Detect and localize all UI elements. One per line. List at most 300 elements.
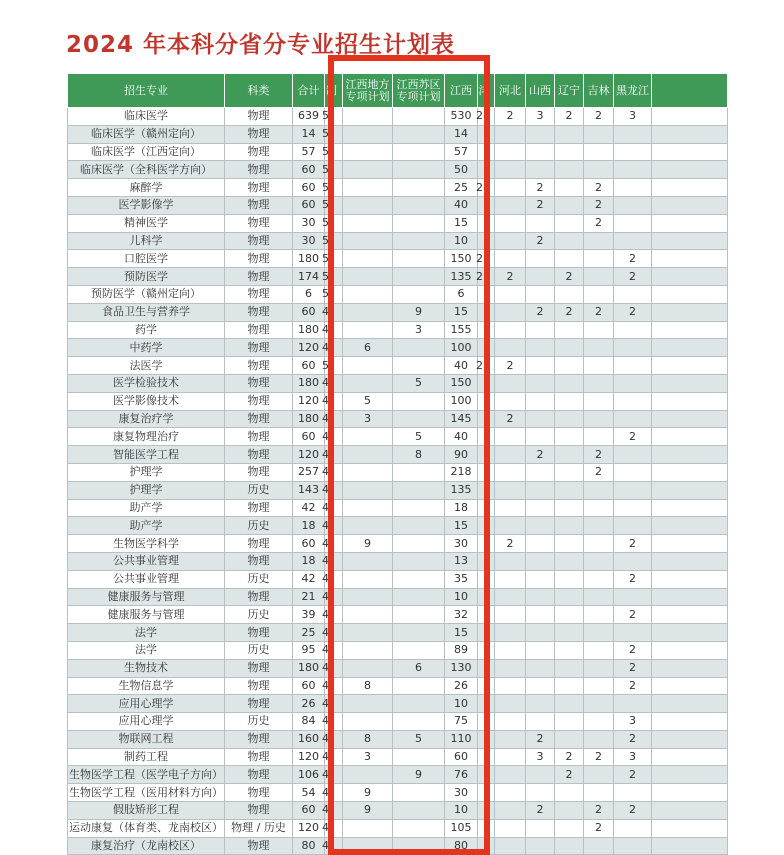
table-cell: [652, 481, 728, 499]
column-header: 招生专业: [68, 74, 225, 108]
table-row: [68, 606, 728, 624]
table-cell: [555, 802, 584, 820]
table-cell: 60: [293, 802, 325, 820]
table-cell: 42: [293, 499, 325, 517]
table-cell: [343, 446, 393, 464]
table-cell: [343, 819, 393, 837]
table-cell: 6: [445, 285, 478, 303]
table-cell: 9: [393, 303, 445, 321]
table-cell: 4: [325, 730, 343, 748]
table-cell: [495, 570, 526, 588]
table-row: [68, 570, 728, 588]
table-cell: 4: [325, 303, 343, 321]
table-cell: 2: [584, 446, 614, 464]
table-cell: 2: [584, 802, 614, 820]
table-cell: [343, 588, 393, 606]
table-cell: 历史: [225, 570, 293, 588]
table-cell: [495, 499, 526, 517]
table-cell: [652, 357, 728, 375]
table-row: [68, 463, 728, 481]
table-cell: 9: [343, 535, 393, 553]
table-cell: [614, 214, 652, 232]
column-header: 科类: [225, 74, 293, 108]
table-cell: 4: [325, 677, 343, 695]
table-cell: [478, 784, 495, 802]
table-cell: 预防医学（赣州定向）: [68, 285, 225, 303]
table-cell: [652, 392, 728, 410]
table-cell: 2: [495, 268, 526, 286]
table-cell: [393, 161, 445, 179]
table-cell: [478, 766, 495, 784]
table-cell: [478, 730, 495, 748]
table-cell: 2: [495, 108, 526, 126]
table-cell: 5: [393, 374, 445, 392]
table-cell: [652, 410, 728, 428]
table-cell: [343, 303, 393, 321]
table-cell: [393, 624, 445, 642]
table-cell: [495, 321, 526, 339]
table-cell: [652, 802, 728, 820]
table-cell: 4: [325, 410, 343, 428]
table-cell: [478, 339, 495, 357]
table-cell: 2: [614, 250, 652, 268]
table-cell: [393, 606, 445, 624]
table-row: [68, 677, 728, 695]
table-cell: [555, 552, 584, 570]
table-cell: [526, 463, 555, 481]
table-cell: 物理: [225, 748, 293, 766]
table-cell: [652, 268, 728, 286]
table-cell: [555, 641, 584, 659]
table-cell: [343, 268, 393, 286]
table-cell: 物理: [225, 161, 293, 179]
table-cell: 180: [293, 250, 325, 268]
table-cell: [478, 641, 495, 659]
table-cell: [555, 517, 584, 535]
table-cell: [478, 446, 495, 464]
table-cell: 物理: [225, 143, 293, 161]
table-cell: 2: [584, 214, 614, 232]
table-cell: 5: [325, 250, 343, 268]
table-cell: [614, 392, 652, 410]
table-cell: 4: [325, 552, 343, 570]
table-cell: [584, 357, 614, 375]
table-cell: [555, 232, 584, 250]
table-cell: 2: [495, 410, 526, 428]
table-cell: 135: [445, 481, 478, 499]
table-cell: [584, 392, 614, 410]
table-cell: [495, 143, 526, 161]
table-cell: 康复治疗学: [68, 410, 225, 428]
table-cell: [584, 552, 614, 570]
table-cell: [614, 161, 652, 179]
table-cell: [555, 374, 584, 392]
table-cell: 110: [445, 730, 478, 748]
table-cell: [393, 268, 445, 286]
enrollment-plan-table: [67, 73, 728, 855]
table-cell: 2: [478, 179, 495, 197]
table-cell: [526, 428, 555, 446]
table-cell: 25: [293, 624, 325, 642]
table-cell: 5: [325, 357, 343, 375]
table-cell: [495, 713, 526, 731]
table-cell: 6: [293, 285, 325, 303]
table-cell: 3: [526, 748, 555, 766]
table-cell: 180: [293, 374, 325, 392]
table-cell: [495, 250, 526, 268]
table-cell: [478, 819, 495, 837]
table-row: [68, 161, 728, 179]
table-cell: [393, 179, 445, 197]
table-cell: 3: [614, 748, 652, 766]
table-cell: 9: [343, 802, 393, 820]
table-cell: 2: [614, 606, 652, 624]
table-cell: [478, 303, 495, 321]
table-cell: 5: [393, 428, 445, 446]
table-cell: [478, 624, 495, 642]
header-row: [68, 74, 728, 108]
table-cell: [584, 285, 614, 303]
table-row: [68, 784, 728, 802]
table-cell: [526, 339, 555, 357]
enrollment-table-container: [67, 73, 727, 853]
table-row: [68, 819, 728, 837]
table-cell: [495, 695, 526, 713]
table-cell: [495, 677, 526, 695]
table-cell: 4: [325, 819, 343, 837]
table-row: [68, 481, 728, 499]
table-cell: [478, 837, 495, 855]
table-cell: 物理: [225, 784, 293, 802]
table-cell: [584, 161, 614, 179]
table-cell: [555, 410, 584, 428]
table-cell: [495, 339, 526, 357]
table-cell: [614, 125, 652, 143]
table-cell: [343, 250, 393, 268]
table-cell: 32: [445, 606, 478, 624]
column-header: 江西: [445, 74, 478, 108]
table-cell: 2: [526, 179, 555, 197]
table-cell: [652, 143, 728, 161]
column-header: 制: [325, 74, 343, 108]
table-cell: [526, 695, 555, 713]
table-row: [68, 374, 728, 392]
table-row: [68, 535, 728, 553]
table-cell: 儿科学: [68, 232, 225, 250]
table-cell: 60: [293, 161, 325, 179]
table-cell: 物理: [225, 659, 293, 677]
table-cell: 法医学: [68, 357, 225, 375]
table-cell: 物理: [225, 303, 293, 321]
table-cell: 物理: [225, 410, 293, 428]
table-cell: 5: [343, 392, 393, 410]
column-header: 辽宁: [555, 74, 584, 108]
table-cell: 2: [614, 766, 652, 784]
table-cell: 药学: [68, 321, 225, 339]
table-cell: 5: [325, 214, 343, 232]
table-cell: [478, 552, 495, 570]
table-cell: [584, 410, 614, 428]
table-cell: [343, 606, 393, 624]
table-cell: [343, 143, 393, 161]
table-cell: 物理: [225, 499, 293, 517]
table-cell: [478, 321, 495, 339]
table-cell: [614, 499, 652, 517]
table-cell: [526, 481, 555, 499]
table-cell: 2: [478, 268, 495, 286]
table-cell: 物理: [225, 268, 293, 286]
table-cell: [495, 179, 526, 197]
table-cell: [495, 214, 526, 232]
table-cell: [652, 108, 728, 126]
table-cell: [555, 659, 584, 677]
table-cell: 4: [325, 499, 343, 517]
table-cell: 精神医学: [68, 214, 225, 232]
table-cell: [526, 641, 555, 659]
table-cell: [343, 285, 393, 303]
table-cell: 106: [293, 766, 325, 784]
table-row: [68, 499, 728, 517]
table-cell: [343, 232, 393, 250]
table-cell: [652, 819, 728, 837]
table-cell: 3: [343, 748, 393, 766]
table-cell: 180: [293, 321, 325, 339]
table-cell: 160: [293, 730, 325, 748]
table-cell: 40: [445, 196, 478, 214]
table-cell: [652, 837, 728, 855]
table-cell: [495, 517, 526, 535]
table-cell: [555, 819, 584, 837]
table-row: [68, 802, 728, 820]
table-cell: 物理: [225, 179, 293, 197]
table-cell: [555, 677, 584, 695]
table-cell: [526, 250, 555, 268]
table-cell: 84: [293, 713, 325, 731]
table-cell: [652, 499, 728, 517]
column-header: 合计: [293, 74, 325, 108]
table-cell: [652, 713, 728, 731]
table-row: [68, 748, 728, 766]
table-cell: 95: [293, 641, 325, 659]
table-cell: [478, 499, 495, 517]
table-cell: 2: [584, 819, 614, 837]
table-cell: 120: [293, 748, 325, 766]
table-cell: [652, 374, 728, 392]
table-cell: [555, 179, 584, 197]
column-header: 山西: [526, 74, 555, 108]
table-cell: [584, 837, 614, 855]
table-cell: 42: [293, 570, 325, 588]
table-cell: 15: [445, 303, 478, 321]
table-cell: 8: [343, 730, 393, 748]
table-cell: 4: [325, 784, 343, 802]
table-cell: [555, 125, 584, 143]
table-cell: 15: [445, 214, 478, 232]
table-cell: [495, 784, 526, 802]
table-cell: 4: [325, 695, 343, 713]
table-cell: [652, 695, 728, 713]
table-cell: [652, 570, 728, 588]
table-cell: [526, 410, 555, 428]
table-cell: [393, 214, 445, 232]
table-cell: 4: [325, 446, 343, 464]
table-cell: [393, 784, 445, 802]
table-cell: [495, 446, 526, 464]
table-cell: [652, 517, 728, 535]
table-cell: [495, 196, 526, 214]
column-header: 江西地方 专项计划: [343, 74, 393, 108]
table-cell: [652, 321, 728, 339]
table-cell: 2: [614, 535, 652, 553]
table-cell: 物理: [225, 802, 293, 820]
table-cell: [526, 713, 555, 731]
table-cell: 60: [445, 748, 478, 766]
table-cell: 14: [445, 125, 478, 143]
table-cell: [555, 392, 584, 410]
table-cell: [584, 588, 614, 606]
table-cell: 2: [614, 730, 652, 748]
table-cell: [478, 517, 495, 535]
table-cell: [652, 677, 728, 695]
table-cell: [652, 428, 728, 446]
table-row: [68, 250, 728, 268]
table-cell: 25: [445, 179, 478, 197]
table-cell: 180: [293, 659, 325, 677]
table-cell: 康复物理治疗: [68, 428, 225, 446]
table-cell: 30: [293, 232, 325, 250]
table-cell: [343, 125, 393, 143]
table-cell: 2: [614, 570, 652, 588]
table-cell: [652, 641, 728, 659]
table-cell: 历史: [225, 481, 293, 499]
table-cell: 80: [293, 837, 325, 855]
table-cell: 120: [293, 446, 325, 464]
table-cell: 健康服务与管理: [68, 588, 225, 606]
table-cell: 30: [445, 784, 478, 802]
table-cell: [584, 481, 614, 499]
table-body: [68, 108, 728, 855]
table-cell: [478, 588, 495, 606]
table-cell: 4: [325, 659, 343, 677]
table-cell: 历史: [225, 641, 293, 659]
table-cell: 15: [445, 624, 478, 642]
table-cell: 物理: [225, 214, 293, 232]
table-cell: 3: [614, 713, 652, 731]
table-cell: [343, 499, 393, 517]
table-cell: 60: [293, 196, 325, 214]
table-cell: [478, 481, 495, 499]
table-cell: 4: [325, 641, 343, 659]
table-cell: [652, 196, 728, 214]
table-cell: [495, 374, 526, 392]
table-cell: [393, 713, 445, 731]
table-cell: 75: [445, 713, 478, 731]
table-cell: 150: [445, 374, 478, 392]
table-row: [68, 339, 728, 357]
table-cell: 物理: [225, 446, 293, 464]
table-cell: [584, 499, 614, 517]
table-cell: [526, 499, 555, 517]
table-cell: 2: [555, 748, 584, 766]
table-cell: [584, 321, 614, 339]
table-cell: 9: [393, 766, 445, 784]
table-cell: [584, 713, 614, 731]
table-cell: [478, 374, 495, 392]
table-cell: [526, 392, 555, 410]
table-cell: 2: [584, 463, 614, 481]
column-header: 黑龙江: [614, 74, 652, 108]
table-row: [68, 125, 728, 143]
table-cell: [393, 143, 445, 161]
table-cell: [495, 837, 526, 855]
table-row: [68, 659, 728, 677]
table-cell: [478, 677, 495, 695]
table-cell: 物理: [225, 695, 293, 713]
table-cell: [652, 339, 728, 357]
table-row: [68, 232, 728, 250]
table-cell: 4: [325, 837, 343, 855]
table-cell: 4: [325, 624, 343, 642]
table-cell: [478, 196, 495, 214]
table-cell: [652, 250, 728, 268]
table-cell: 制药工程: [68, 748, 225, 766]
table-cell: 60: [293, 357, 325, 375]
table-cell: 4: [325, 374, 343, 392]
table-cell: [478, 285, 495, 303]
table-cell: 公共事业管理: [68, 570, 225, 588]
table-cell: [555, 624, 584, 642]
table-cell: 临床医学（赣州定向）: [68, 125, 225, 143]
table-cell: 4: [325, 517, 343, 535]
table-cell: [614, 463, 652, 481]
table-cell: 60: [293, 303, 325, 321]
table-cell: [495, 392, 526, 410]
table-cell: [652, 285, 728, 303]
table-cell: [555, 143, 584, 161]
table-cell: [478, 713, 495, 731]
table-cell: 3: [343, 410, 393, 428]
table-cell: [393, 641, 445, 659]
table-cell: 257: [293, 463, 325, 481]
table-cell: 护理学: [68, 481, 225, 499]
table-cell: [526, 214, 555, 232]
table-row: [68, 695, 728, 713]
table-cell: [495, 624, 526, 642]
table-cell: [343, 161, 393, 179]
table-cell: [478, 748, 495, 766]
table-cell: [343, 624, 393, 642]
table-cell: [343, 374, 393, 392]
table-cell: 4: [325, 535, 343, 553]
table-cell: [343, 428, 393, 446]
table-cell: 2: [555, 108, 584, 126]
table-cell: 5: [325, 125, 343, 143]
table-cell: 物理: [225, 196, 293, 214]
table-cell: [393, 802, 445, 820]
table-cell: [393, 695, 445, 713]
table-cell: [652, 748, 728, 766]
table-cell: 13: [445, 552, 478, 570]
table-cell: [495, 232, 526, 250]
table-cell: 60: [293, 428, 325, 446]
table-cell: 历史: [225, 606, 293, 624]
table-cell: 2: [614, 641, 652, 659]
table-cell: [495, 481, 526, 499]
table-cell: [393, 481, 445, 499]
table-cell: [495, 819, 526, 837]
table-cell: [584, 374, 614, 392]
table-cell: 80: [445, 837, 478, 855]
